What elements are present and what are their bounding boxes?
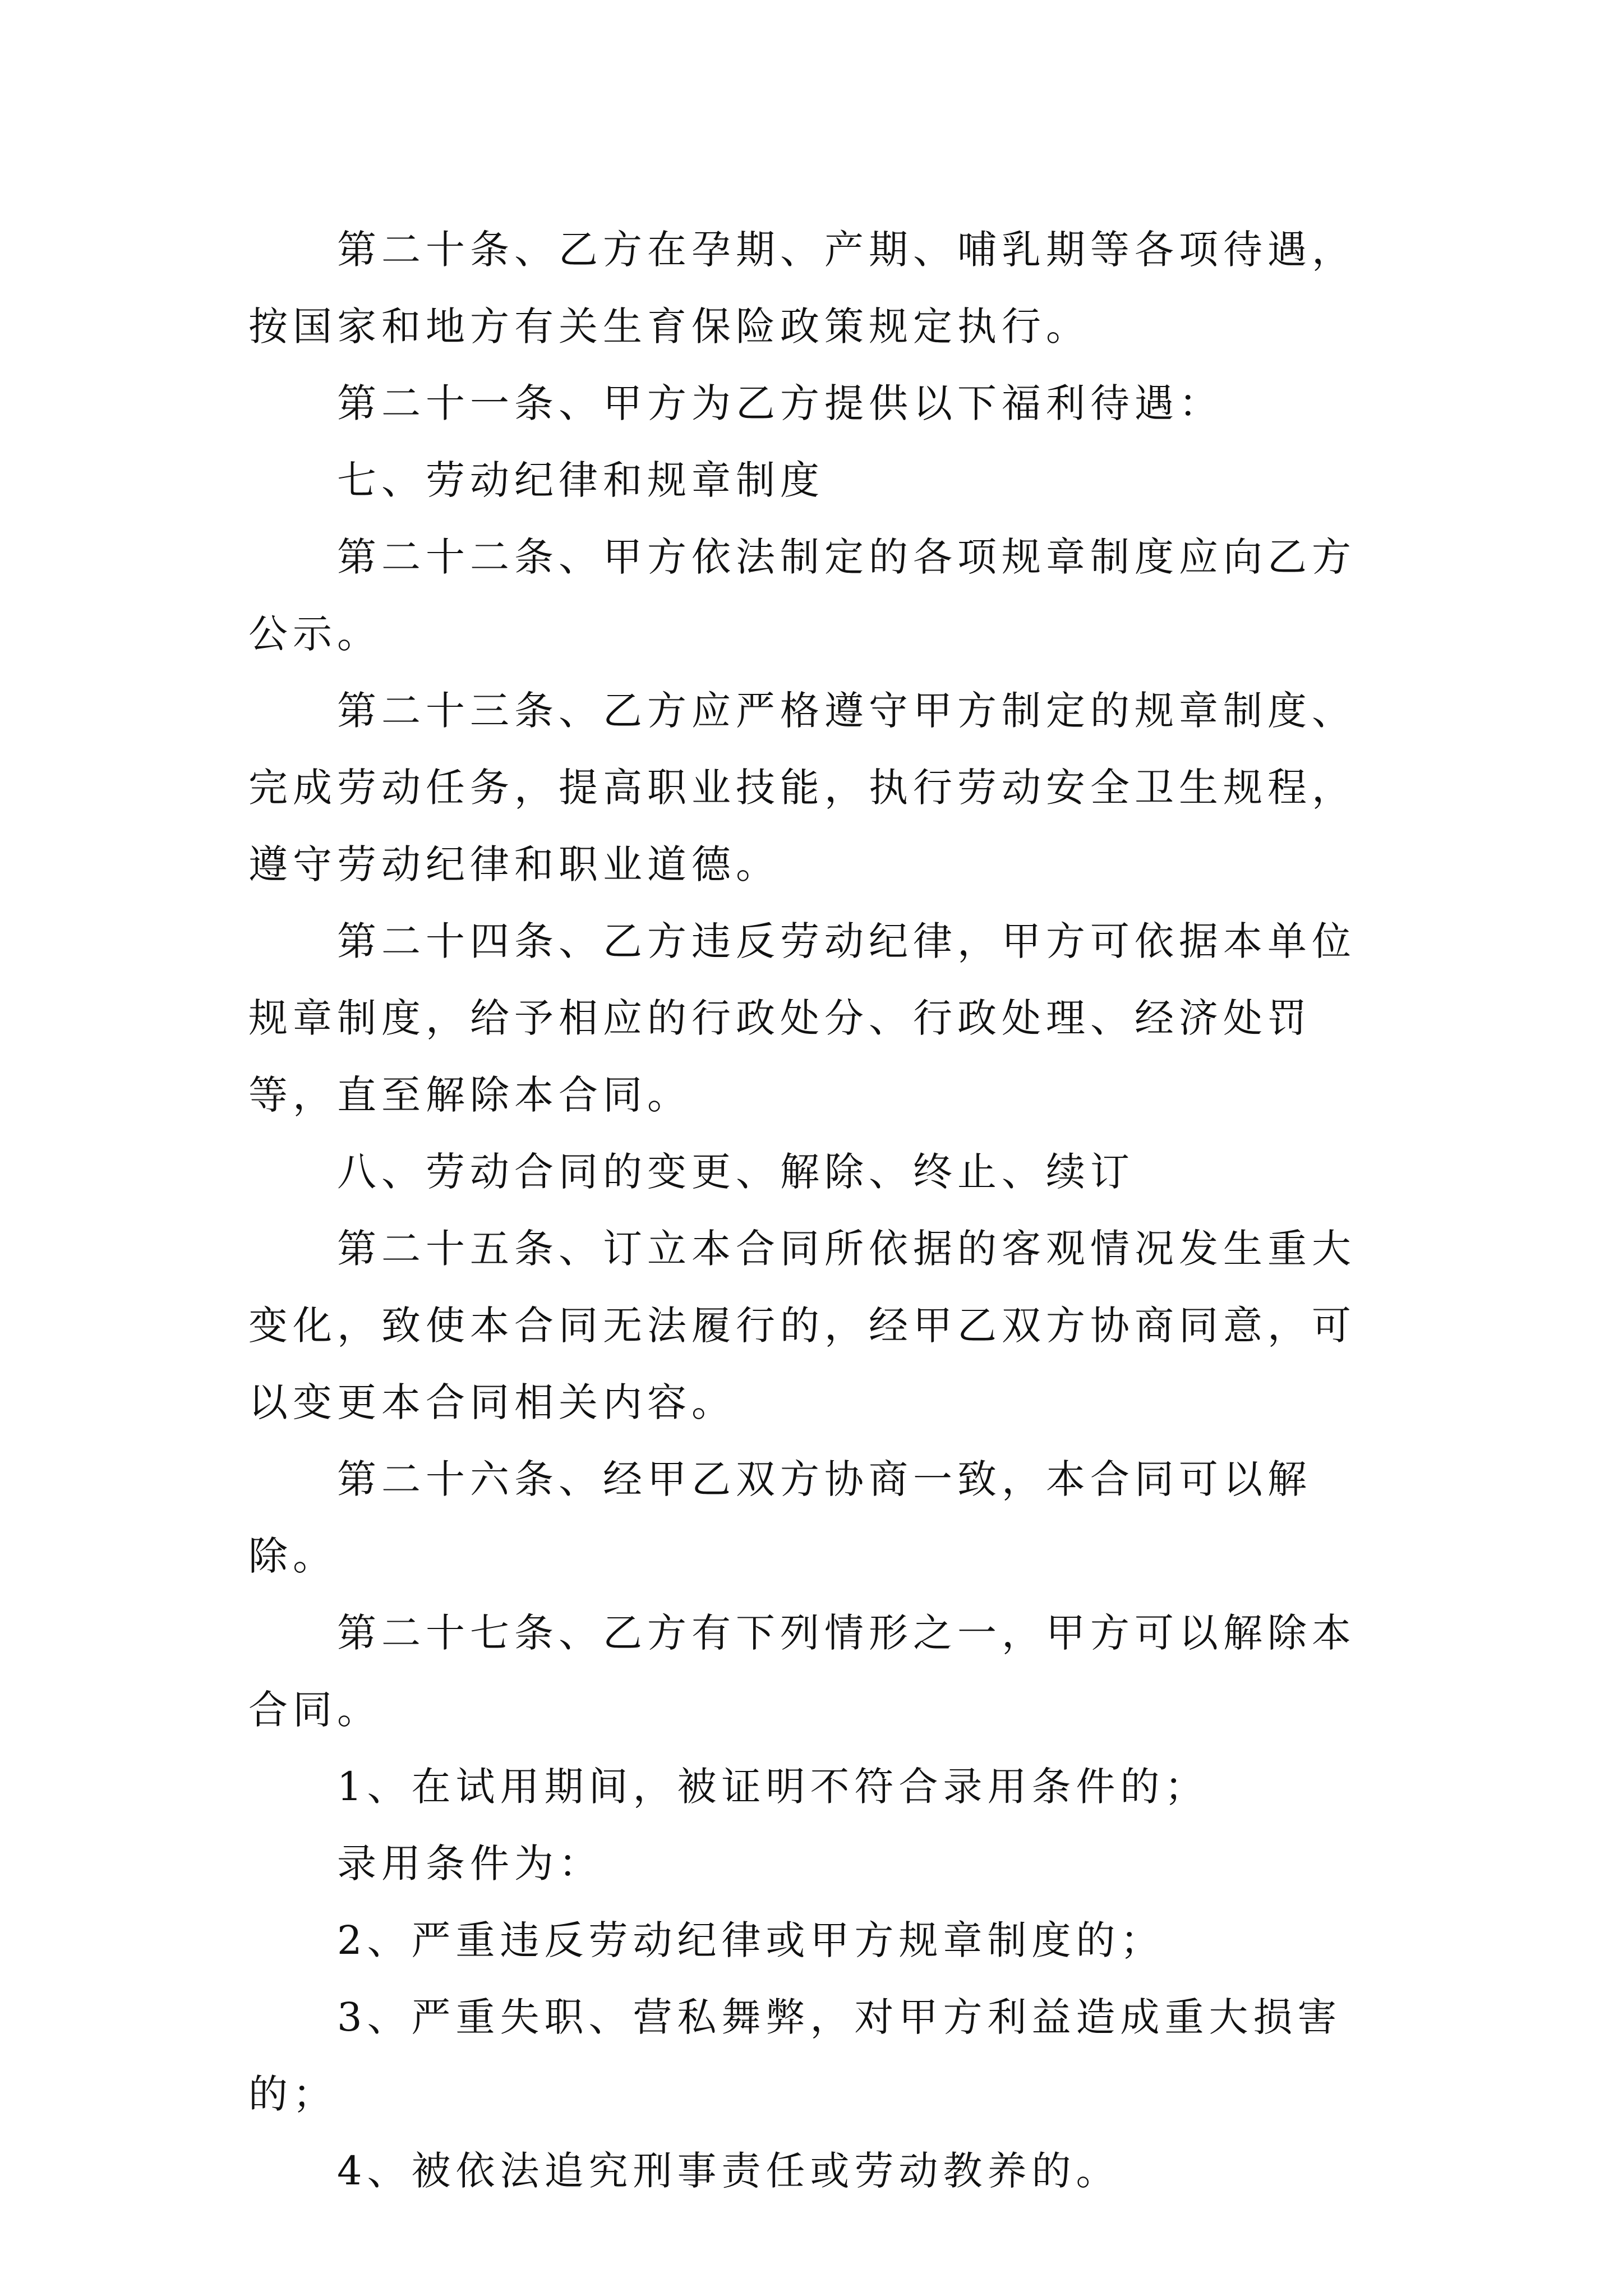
article-21-paragraph: 第二十一条、甲方为乙方提供以下福利待遇：: [337, 380, 1223, 426]
article-27-paragraph: 第二十七条、乙方有下列情形之一，甲方可以解除本合同。: [248, 1610, 1356, 1733]
article-23-paragraph: 第二十三条、乙方应严格遵守甲方制定的规章制度、完成劳动任务，提高职业技能，执行劳动安全卫生规程，遵守劳动纪律和职业道德。: [248, 688, 1356, 887]
article-26-paragraph: 第二十六条、经甲乙双方协商一致，本合同可以解除。: [248, 1456, 1312, 1579]
article-22-paragraph: 第二十二条、甲方依法制定的各项规章制度应向乙方公示。: [248, 534, 1356, 657]
list-item-1: 1、在试用期间，被证明不符合录用条件的；: [337, 1764, 1209, 1810]
section-7-heading: 七、劳动纪律和规章制度: [337, 457, 824, 503]
document-body: [248, 211, 1381, 2210]
list-item-3: 3、严重失职、营私舞弊，对甲方利益造成重大损害的；: [248, 1994, 1342, 2117]
article-20-paragraph: 第二十条、乙方在孕期、产期、哺乳期等各项待遇，按国家和地方有关生育保险政策规定执行。: [248, 227, 1356, 349]
list-item-1-conditions: 录用条件为：: [337, 1841, 603, 1887]
article-25-paragraph: 第二十五条、订立本合同所依据的客观情况发生重大变化，致使本合同无法履行的，经甲乙双方协商同意，可以变更本合同相关内容。: [248, 1226, 1356, 1425]
list-item-4: 4、被依法追究刑事责任或劳动教养的。: [337, 2148, 1121, 2194]
article-24-paragraph: 第二十四条、乙方违反劳动纪律，甲方可依据本单位规章制度，给予相应的行政处分、行政处理、经济处罚等，直至解除本合同。: [248, 918, 1356, 1118]
section-8-heading: 八、劳动合同的变更、解除、终止、续订: [337, 1149, 1135, 1195]
list-item-2: 2、严重违反劳动纪律或甲方规章制度的；: [337, 1917, 1165, 1963]
